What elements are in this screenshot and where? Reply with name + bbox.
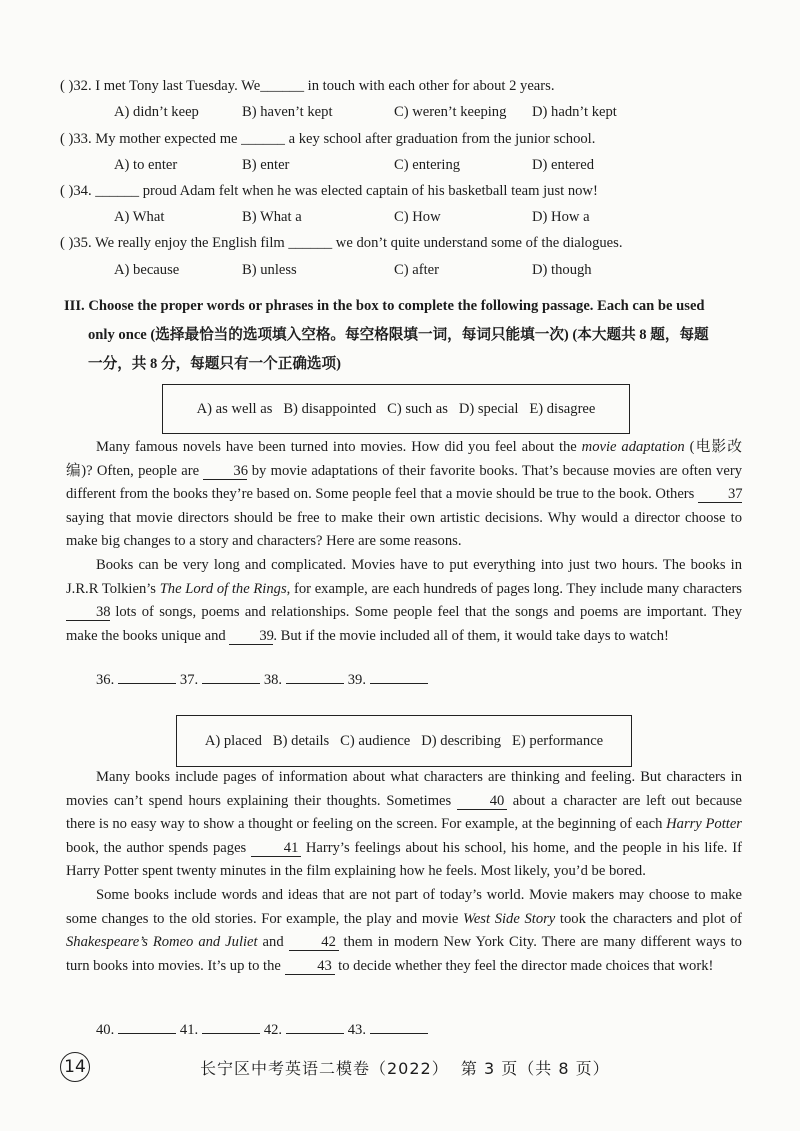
page-footer [0, 1050, 800, 1086]
answer-blank-41[interactable] [202, 1033, 260, 1034]
question-33 [60, 131, 760, 148]
page-badge: 14 [60, 1052, 90, 1082]
blank-39[interactable]: 39 [229, 628, 273, 645]
option-b: B) unless [242, 262, 297, 278]
option-c: C) weren’t keeping [394, 104, 507, 120]
answer-line-36-39 [96, 672, 432, 689]
answer-label-36: 36. [96, 672, 115, 688]
question-number: ( )34. [60, 183, 92, 199]
option-d: D) hadn’t kept [532, 104, 617, 120]
answer-blank-39[interactable] [370, 683, 428, 684]
blank-37[interactable]: 37 [698, 486, 742, 503]
passage-1-paragraph-1: Many famous novels have been turned into movies. How did you feel about the movie adaptation (电影改编)? Often, people are 36 by movie adaptations of their favorite books. That’s because movies are often very different from the books they’re based on. Some people feel that a movie should be true to the book. Others 37 saying that movie directors should be free to make their own artistic decisions. Why would a director choose to make big changes to a story and characters? Here are some reasons. [66, 439, 743, 550]
instruction-line-2: only once (选择最恰当的选项填入空格。每空格限填一词，每词只能填一次) (本大题共 8 题，每题 [88, 327, 709, 343]
option-b: B) enter [242, 157, 290, 173]
option-a: A) didn’t keep [114, 104, 199, 120]
instruction-line-3: 一分，共 8 分，每题只有一个正确选项) [88, 356, 341, 372]
question-stem: My mother expected me ______ a key school after graduation from the junior school. [95, 131, 596, 147]
blank-40[interactable]: 40 [457, 793, 507, 810]
footer-text: 长宁区中考英语二模卷（2022） 第 3 页（共 8 页） [200, 1059, 610, 1078]
option-d: D) How a [532, 209, 590, 225]
question-stem: We really enjoy the English film ______ we don’t quite understand some of the dialogues. [95, 235, 623, 251]
passage-2-paragraph-2: Some books include words and ideas that are not part of today’s world. Movie makers may choose to make some changes to the old stories. For example, the play and movie West Side Story took the characters and plot of Shakespeare’s Romeo and Juliet and 42 them in modern New York City. There are many different ways to turn books into movies. It’s up to the 43 to decide whether they feel the director made choices that work! [66, 886, 743, 974]
option-a: A) because [114, 262, 180, 278]
passage-1 [66, 436, 742, 648]
option-d: D) though [532, 262, 592, 278]
option-a: A) What [114, 209, 165, 225]
answer-label-40: 40. [96, 1022, 115, 1038]
passage-2 [66, 766, 742, 978]
answer-blank-43[interactable] [370, 1033, 428, 1034]
blank-41[interactable]: 41 [251, 840, 301, 857]
option-b: B) haven’t kept [242, 104, 333, 120]
answer-label-41: 41. [179, 1022, 199, 1038]
answer-blank-38[interactable] [286, 683, 344, 684]
answer-label-37: 37. [179, 672, 199, 688]
question-number: ( )32. [60, 78, 92, 94]
option-a: A) to enter [114, 157, 178, 173]
answer-line-40-43 [96, 1022, 432, 1039]
answer-blank-42[interactable] [286, 1033, 344, 1034]
word-box-2-options: A) placed B) details C) audience D) describing E) performance [204, 732, 604, 749]
question-stem: ______ proud Adam felt when he was elected captain of his basketball team just now! [95, 183, 598, 199]
question-32 [60, 78, 760, 95]
question-34 [60, 183, 760, 200]
option-b: B) What a [242, 209, 302, 225]
answer-blank-37[interactable] [202, 683, 260, 684]
answer-blank-40[interactable] [118, 1033, 176, 1034]
question-stem: I met Tony last Tuesday. We______ in touch with each other for about 2 years. [95, 78, 555, 94]
answer-blank-36[interactable] [118, 683, 176, 684]
option-c: C) How [394, 209, 441, 225]
option-c: C) after [394, 262, 439, 278]
blank-36[interactable]: 36 [203, 463, 247, 480]
answer-label-43: 43. [347, 1022, 366, 1038]
blank-43[interactable]: 43 [285, 958, 335, 975]
word-box-1-options: A) as well as B) disappointed C) such as D) special E) disagree [196, 400, 596, 417]
option-d: D) entered [532, 157, 594, 173]
word-box-1 [162, 384, 630, 434]
word-box-2 [176, 715, 632, 767]
answer-label-38: 38. [263, 672, 283, 688]
passage-1-paragraph-2: Books can be very long and complicated. Movies have to put everything into just two hours. The books in J.R.R Tolkien’s The Lord of the Rings, for example, are each hundreds of pages long. They include many characters 38 lots of songs, poems and relationships. Some people feel that the songs and poems are important. They make the books unique and 39. But if the movie included all of them, it would take days to watch! [66, 556, 742, 644]
question-number: ( )33. [60, 131, 92, 147]
answer-label-39: 39. [347, 672, 366, 688]
question-35 [60, 235, 760, 252]
option-c: C) entering [394, 157, 461, 173]
passage-2-paragraph-1: Many books include pages of information about what characters are thinking and feeling. But characters in movies can’t spend hours explaining their thoughts. Sometimes 40 about a character are left out because there is no easy way to show a thought or feeling on the screen. For example, at the beginning of each Harry Potter book, the author spends pages 41 Harry’s feelings about his school, his home, and the people in his life. If Harry Potter spent twenty minutes in the film explaining how he feels. Most likely, you’d be bored. [66, 769, 742, 880]
blank-42[interactable]: 42 [289, 934, 339, 951]
instruction-line-1: III. Choose the proper words or phrases in the box to complete the following passage. Each can be used [64, 298, 705, 314]
blank-38[interactable]: 38 [66, 604, 110, 621]
question-number: ( )35. [60, 235, 92, 251]
answer-label-42: 42. [263, 1022, 283, 1038]
section-3-instructions [64, 292, 754, 379]
